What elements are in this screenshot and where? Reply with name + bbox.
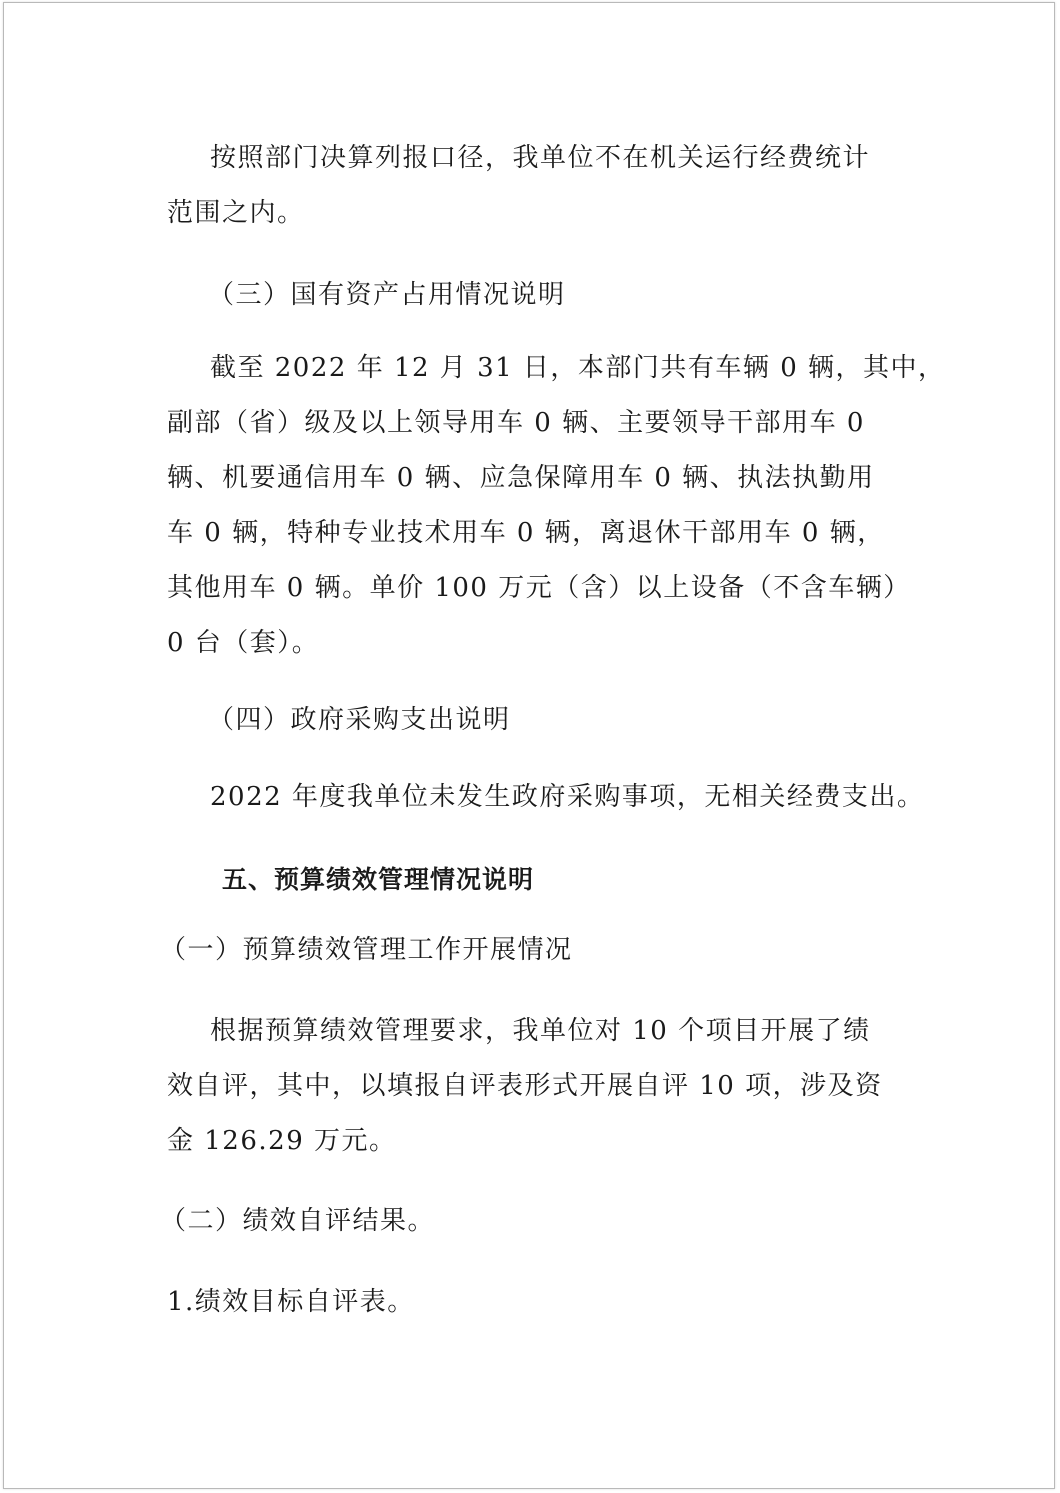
paragraph-line: 副部（省）级及以上领导用车 0 辆、主要领导干部用车 0 (167, 408, 865, 438)
paragraph-line: 车 0 辆，特种专业技术用车 0 辆，离退休干部用车 0 辆， (167, 518, 885, 548)
section-title-5: 五、预算绩效管理情况说明 (222, 865, 535, 894)
list-item: 1.绩效目标自评表。 (167, 1287, 415, 1317)
page (3, 2, 1055, 1489)
paragraph-line: 0 台（套）。 (167, 628, 320, 658)
paragraph-line: 截至 2022 年 12 月 31 日，本部门共有车辆 0 辆，其中， (210, 353, 946, 383)
paragraph-line: 辆、机要通信用车 0 辆、应急保障用车 0 辆、执法执勤用 (167, 463, 875, 493)
paragraph-line: 根据预算绩效管理要求，我单位对 10 个项目开展了绩 (210, 1016, 871, 1046)
subsection-heading-2: （二）绩效自评结果。 (160, 1206, 436, 1236)
paragraph-line: 按照部门决算列报口径，我单位不在机关运行经费统计 (210, 143, 871, 173)
section-heading-3: （三）国有资产占用情况说明 (208, 280, 566, 310)
paragraph-line: 效自评，其中，以填报自评表形式开展自评 10 项，涉及资 (167, 1071, 883, 1101)
paragraph-line: 范围之内。 (167, 198, 305, 228)
paragraph-line: 其他用车 0 辆。单价 100 万元（含）以上设备（不含车辆） (167, 573, 911, 603)
paragraph-line: 2022 年度我单位未发生政府采购事项，无相关经费支出。 (210, 782, 925, 812)
section-heading-4: （四）政府采购支出说明 (208, 705, 511, 735)
subsection-heading-1: （一）预算绩效管理工作开展情况 (160, 935, 573, 965)
paragraph-line: 金 126.29 万元。 (167, 1126, 397, 1156)
